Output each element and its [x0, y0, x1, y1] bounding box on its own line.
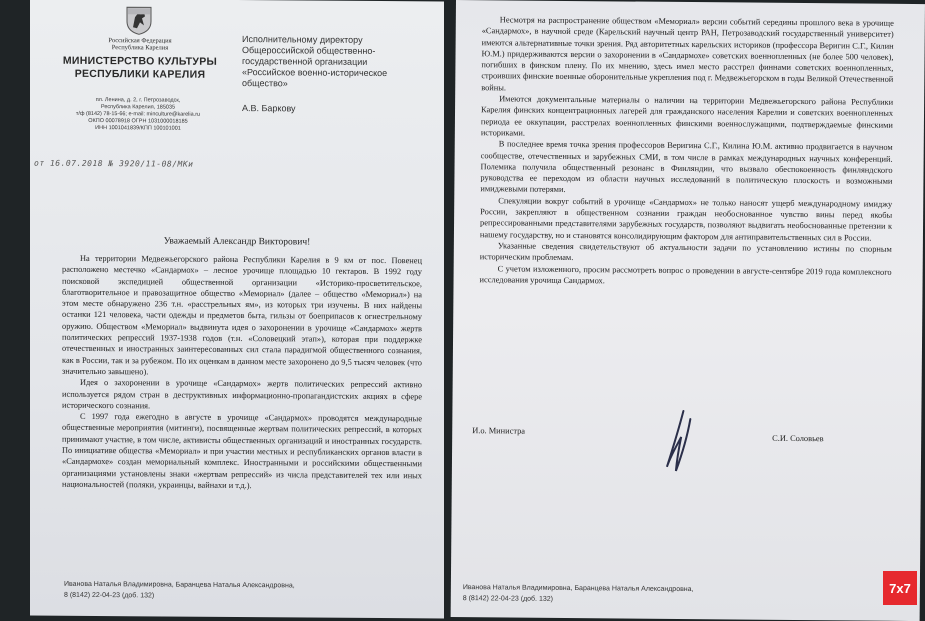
paragraph: На территории Медвежьегорского района Республики Карелия в 9 км от пос. Повенец расположено местечко «Сандармох» – лесное урочище площадью 10 гектаров. В 1992 году поисковой экспедицией общественной организации «Историко-просветительское, благотворительное и правозащитное общество «Мемориал» (далее – общество «Мемориал») на этом месте обнаружено 236 т.н. «расстрельных ям», из которых три изучены. В них найдены останки 121 человека, части одежды и предметов быта, гильзы от боеприпасов к огнестрельному оружию. Обществом «Мемориал» выдвинута идея о захоронении в урочище «Сандармох» жертв политических репрессий 1937-1938 годов (т.н. «Соловецкий этап»), которая при поддержке отечественных и иностранных заинтересованных сил стала парадигмой общественного сознания, как в России, так и за рубежом. По их оценкам в данном месте захоронено до 9,5 тысяч человек (что значительно завышено).: [62, 253, 422, 377]
letter-body-page-2: [480, 14, 894, 289]
7x7-watermark-logo: 7x7: [883, 571, 917, 605]
recipient-line-4: «Российское военно-историческое: [242, 67, 388, 79]
address-line-3: т/ф (8142) 78-15-66; e-mail: minculture@karelia.ru: [75, 110, 201, 118]
footer-authors: Иванова Наталья Владимировна, Баранцева Наталья Александровна,: [64, 580, 295, 590]
footer-phone: 8 (8142) 22-04-23 (доб. 132): [64, 591, 155, 600]
address-line-1: пл. Ленина, д. 2, г. Петрозаводск,: [95, 97, 181, 104]
handwritten-signature-icon: [657, 407, 698, 477]
address-line-5: ИНН 1001041839/КПП 100101001: [95, 125, 181, 132]
recipient-line-5: общество»: [242, 78, 288, 89]
signatory-name: С.И. Соловьев: [772, 433, 824, 444]
paragraph: Идея о захоронении в урочище «Сандармох» жертв политических репрессий активно используется рядом стран в деструктивных информационно-пропагандистских акциях в сфере исторического сознания.: [62, 378, 422, 411]
karelia-coat-of-arms-icon: [125, 5, 153, 35]
recipient-line-1: Исполнительному директору: [242, 34, 363, 45]
paragraph: Указанные сведения свидетельствуют об актуальности задачи по установлению истины по спорным историческим проблемам.: [479, 241, 892, 263]
paragraph: Спекуляции вокруг событий в урочище «Сандармох» не только наносят ущерб международному имиджу России, закрепляют в общественном сознании граждан необоснованное чувство вины перед якобы репрессированными представителями зарубежных государств, позволяют выдвигать необоснованные претензии к нашему государству, но и становятся консолидирующим фактором для антиправительственных сил в России.: [479, 196, 893, 243]
federation-line-1: Российская Федерация: [108, 37, 172, 45]
ministry-name-line-2: РЕСПУБЛИКИ КАРЕЛИЯ: [74, 67, 206, 81]
handwritten-reference: от 16.07.2018 № 3920/11-08/МКи: [34, 158, 194, 169]
address-line-4: ОКПО 00078918 ОГРН 1031000018185: [88, 117, 188, 125]
recipient-line-3: государственной организации: [242, 56, 368, 67]
paragraph: Имеются документальные материалы о наличии на территории Медвежьегорского района Республики Карелия финских концентрационных лагерей для гражданского населения Карелии и советских военнопленных периода ее оккупации, расстрелах военнопленных финскими военнослужащими, подтверждаемые финскими историками.: [480, 94, 894, 138]
greeting: Уважаемый Александр Викторович!: [163, 236, 311, 248]
federation-line-2: Республика Карелия: [111, 44, 169, 52]
letter-page-1: [30, 0, 444, 618]
recipient-line-2: Общероссийской общественно-: [242, 45, 376, 56]
paragraph: С 1997 года ежегодно в августе в урочище «Сандармох» проводятся международные общественные мероприятия (митинги), посвященные жертвам политических репрессий, в которых принимают участие, в том числе, активисты общественных организаций и иностранных государств. По инициативе общества «Мемориал» и при участии местных и республиканских органов власти в «Сандармохе» создан мемориальный комплекс. Иностранными и российскими общественными организациями установлены знаки «жертвам репрессий» из числа представителей тех или иных национальностей (поляки, украинцы, вайнахи и т.д.).: [62, 412, 422, 491]
letter-body-page-1: [62, 253, 422, 493]
letter-page-2: [451, 0, 925, 621]
ministry-name-line-1: МИНИСТЕРСТВО КУЛЬТУРЫ: [62, 54, 218, 68]
paragraph: Несмотря на распространение обществом «Мемориал» версии событий середины прошлого века в урочище «Сандармох», в научной среде (Карельский научный центр РАН, Петрозаводский государственный университет) имеются альтернативные точки зрения. Ряд авторитетных карельских историков (профессора Веригин С.Г., Килин Ю.М.) придерживаются версии о захоронении в «Сандармохе» советских военнопленных (не более 500 человек), погибших в финском плену. По их мнению, здесь имел место расстрел финнами советских военнопленных, строивших финские военные оборонительные укрепления под г. Медвежьегорском в годы Великой Отечественной войны.: [481, 15, 894, 93]
address-line-2: Республика Карелия, 185035: [100, 104, 176, 111]
recipient-name: А.В. Баркову: [242, 103, 296, 114]
paragraph: В последнее время точка зрения профессоров Веригина С.Г., Килина Ю.М. активно продвигается в научном сообществе, отечественных и зарубежных СМИ, в том числе в рамках международных научных конференций. Полемика получила общественный резонанс в Финляндии, что вызвало обеспокоенность финляндского руководства ее переходом из области научных исследований в политическую плоскость и возможными имиджевыми потерями.: [480, 139, 893, 195]
footer-authors: Иванова Наталья Владимировна, Баранцева Наталья Александровна,: [462, 584, 694, 594]
paragraph: С учетом изложенного, просим рассмотреть вопрос о проведении в августе-сентябре 2019 года комплексного исследования урочища Сандармох.: [479, 263, 892, 286]
signatory-title: И.о. Министра: [472, 426, 526, 436]
footer-phone: 8 (8142) 22-04-23 (доб. 132): [462, 595, 554, 603]
